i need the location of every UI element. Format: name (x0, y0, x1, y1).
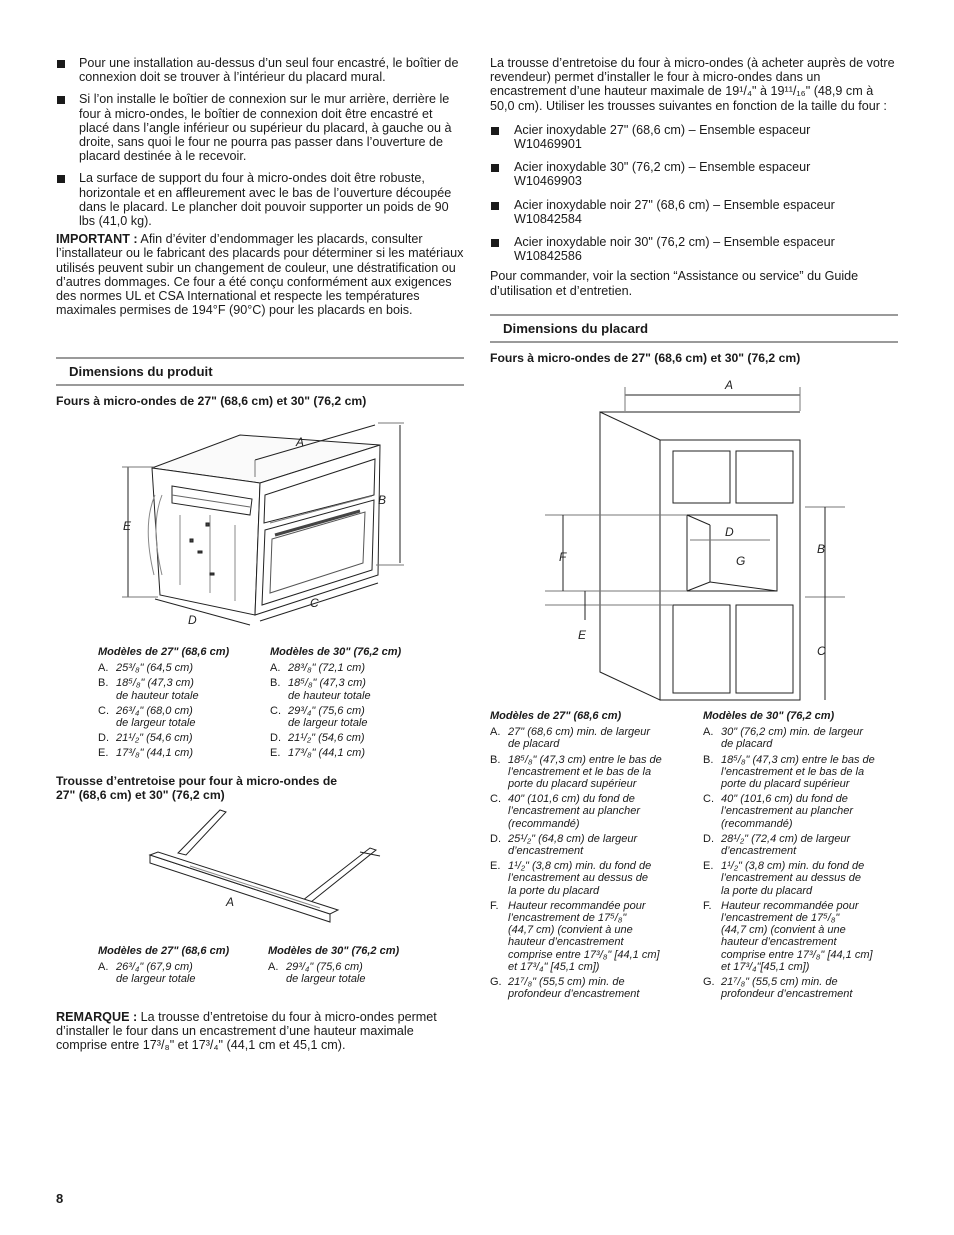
trim-label-a: A (226, 895, 235, 909)
list-item: A. 26³/₄" (67,9 cm) de largeur totale (98, 961, 196, 986)
list-item: B. 18⁵/₈" (47,3 cm) entre le bas de l’encastrement et le bas de la porte du placard supérieur (703, 753, 875, 791)
left-column (56, 56, 464, 323)
oven-label-e: E (123, 519, 132, 533)
cabinet-label-f: F (559, 550, 567, 564)
spacer-kit-intro: La trousse d’entretoise du four à micro-ondes (à acheter auprès de votre revendeur) permet d’installer le four à micro-ondes dans un encastrement d’une hauteur maximale de 19¹/₄" à 19¹¹/₁₆" (48,9 cm à 50,0 cm). Utiliser les trousses suivantes en fonction de la taille du four : (490, 56, 895, 113)
list-item: D. 25¹/₂" (64,8 cm) de largeur d’encastrement (490, 832, 638, 858)
table-header: Modèles de 30" (76,2 cm) (270, 646, 402, 658)
table-header: Modèles de 27" (68,6 cm) (98, 646, 230, 658)
list-item: F. Hauteur recommandée pour l’encastrement de 17⁵/₈" (44,7 cm) (convient à une hauteur d’encastrement comprise entre 17³/₈" [44,1 cm] et 17³/₄"[45,1 cm]) (703, 899, 873, 973)
oven-label-d: D (188, 613, 197, 627)
table-header: Modèles de 30" (76,2 cm) (268, 945, 400, 957)
bullet-item: La surface de support du four à micro-ondes doit être robuste, horizontale et en affleurement avec le bas de l’ouverture découpée dans le placard. Le plancher doit pouvoir supporter un poids de 90 lbs (41,0 kg). (56, 171, 464, 228)
remark-label: REMARQUE : (56, 1010, 138, 1024)
order-text: Pour commander, voir la section “Assistance ou service” du Guide d’utilisation et d’entretien. (490, 269, 859, 298)
bullet-item: Pour une installation au-dessus d’un seul four encastré, le boîtier de connexion doit se trouver à l’intérieur du placard mural. (56, 56, 464, 84)
oven-label-a: A (296, 435, 305, 449)
list-item: E. 17³/₈" (44,1 cm) (98, 747, 193, 760)
kit-item: Acier inoxydable noir 27" (68,6 cm) – Ensemble espaceur W10842584 (490, 198, 900, 226)
trim-kit-title: Trousse d’entretoise pour four à micro-ondes de 27" (68,6 cm) et 30" (76,2 cm) (56, 774, 338, 802)
list-item: B. 18⁵/₈" (47,3 cm) entre le bas de l’encastrement et le bas de la porte du placard supérieur (490, 753, 662, 791)
list-item: G. 21⁷/₈" (55,5 cm) min. de profondeur d’encastrement (703, 976, 853, 1001)
oven-diagram-svg (110, 415, 420, 640)
list-item: B. 18⁵/₈" (47,3 cm) de hauteur totale (270, 677, 371, 702)
list-item: E. 1¹/₂" (3,8 cm) min. du fond de l’encastrement au dessus de la porte du placard (490, 860, 652, 897)
kit-item: Acier inoxydable 27" (68,6 cm) – Ensemble espaceur W10469901 (490, 123, 900, 151)
list-item: C. 40" (101,6 cm) du fond de l’encastrement au plancher (recommandé) (703, 793, 854, 830)
important-note (56, 232, 464, 317)
list-item: C. 29³/₄" (75,6 cm) de largeur totale (270, 704, 368, 730)
important-label: IMPORTANT : (56, 232, 138, 247)
list-item: C. 40" (101,6 cm) du fond de l’encastrement au plancher (recommandé) (490, 793, 641, 830)
list-item: C. 26³/₄" (68,0 cm) de largeur totale (98, 704, 196, 730)
kit-item: Acier inoxydable noir 30" (76,2 cm) – Ensemble espaceur W10842586 (490, 235, 900, 263)
list-item: B. 18⁵/₈" (47,3 cm) de hauteur totale (98, 677, 199, 702)
table-header: Modèles de 30" (76,2 cm) (703, 710, 835, 722)
product-dimensions-subheading: Fours à micro-ondes de 27" (68,6 cm) et 30" (76,2 cm) (56, 394, 367, 408)
cabinet-label-d: D (725, 525, 734, 539)
right-column (490, 56, 900, 304)
list-item: E. 17³/₈" (44,1 cm) (270, 747, 365, 760)
cabinet-30-table (703, 710, 908, 1003)
remark-note (56, 1010, 464, 1053)
table-header: Modèles de 27" (68,6 cm) (490, 710, 622, 722)
remark-text: La trousse d’entretoise du four à micro-ondes permet d’installer le four dans un encastrement d’une hauteur maximale comprise entre 17³/₈" et 17³/₄" (44,1 cm et 45,1 cm). (56, 1010, 437, 1053)
list-item: A. 30" (76,2 cm) min. de largeur de placard (703, 726, 864, 751)
product-dims-30-table (270, 646, 450, 763)
product-dims-27-table (98, 646, 268, 763)
list-item: F. Hauteur recommandée pour l’encastrement de 17⁵/₈" (44,7 cm) (convient à une hauteur d’encastrement comprise entre 17³/₈" [44,1 cm] et 17³/₄" [45,1 cm]) (490, 899, 660, 973)
cabinet-27-table (490, 710, 700, 1003)
page-number: 8 (56, 1191, 64, 1206)
cabinet-label-a: A (725, 378, 734, 392)
cabinet-label-b: B (817, 542, 826, 556)
list-item: A. 28³/₈" (72,1 cm) (270, 662, 365, 675)
cabinet-label-c: C (817, 644, 826, 658)
list-item: A. 29³/₄" (75,6 cm) de largeur totale (268, 961, 366, 986)
trim-kit-diagram (130, 808, 390, 923)
list-item: A. 27" (68,6 cm) min. de largeur de placard (490, 726, 651, 751)
trim-30-table (268, 945, 448, 989)
list-item: D. 21¹/₂" (54,6 cm) (270, 732, 365, 745)
cabinet-label-e: E (578, 628, 587, 642)
cabinet-dimensions-subheading: Fours à micro-ondes de 27" (68,6 cm) et 30" (76,2 cm) (490, 351, 801, 365)
trim-27-table (98, 945, 268, 989)
kit-item: Acier inoxydable 30" (76,2 cm) – Ensemble espaceur W10469903 (490, 160, 900, 188)
cabinet-diagram-svg (545, 375, 845, 705)
list-item: A. 25³/₈" (64,5 cm) (98, 662, 193, 675)
important-text: Afin d’éviter d’endommager les placards, consulter l’installateur ou le fabricant des placards pour déterminer si les matériaux utilisés peuvent subir un changement de couleur, une déstratification ou d’autres dommages. Ce four a été conçu conformément aux exigences des normes UL et CSA International et respecte les températures maximales permises de 194°F (90°C) pour les placards en bois. (56, 232, 464, 318)
section-heading-product-dimensions: Dimensions du produit (56, 357, 464, 386)
cabinet-label-g: G (736, 554, 746, 568)
oven-label-c: C (310, 596, 319, 610)
trim-kit-svg (130, 808, 390, 923)
oven-diagram (110, 415, 420, 640)
list-item: E. 1¹/₂" (3,8 cm) min. du fond de l’encastrement au dessus de la porte du placard (703, 860, 865, 897)
table-header: Modèles de 27" (68,6 cm) (98, 945, 230, 957)
list-item: D. 28¹/₂" (72,4 cm) de largeur d’encastrement (703, 832, 851, 858)
bullet-item: Si l’on installe le boîtier de connexion sur le mur arrière, derrière le four à micro-ondes, le boîtier de connexion doit être encastré et placé dans l’angle inférieur ou supérieur du placard, à gauche ou à droite, sans quoi le four ne pourra pas passer dans l’ouverture de placard destinée à le recevoir. (56, 92, 464, 163)
cabinet-diagram (545, 375, 845, 705)
section-heading-cabinet-dimensions: Dimensions du placard (490, 314, 898, 343)
oven-label-b: B (378, 493, 387, 507)
list-item: G. 21⁷/₈" (55,5 cm) min. de profondeur d’encastrement (490, 976, 640, 1001)
list-item: D. 21¹/₂" (54,6 cm) (98, 732, 193, 745)
